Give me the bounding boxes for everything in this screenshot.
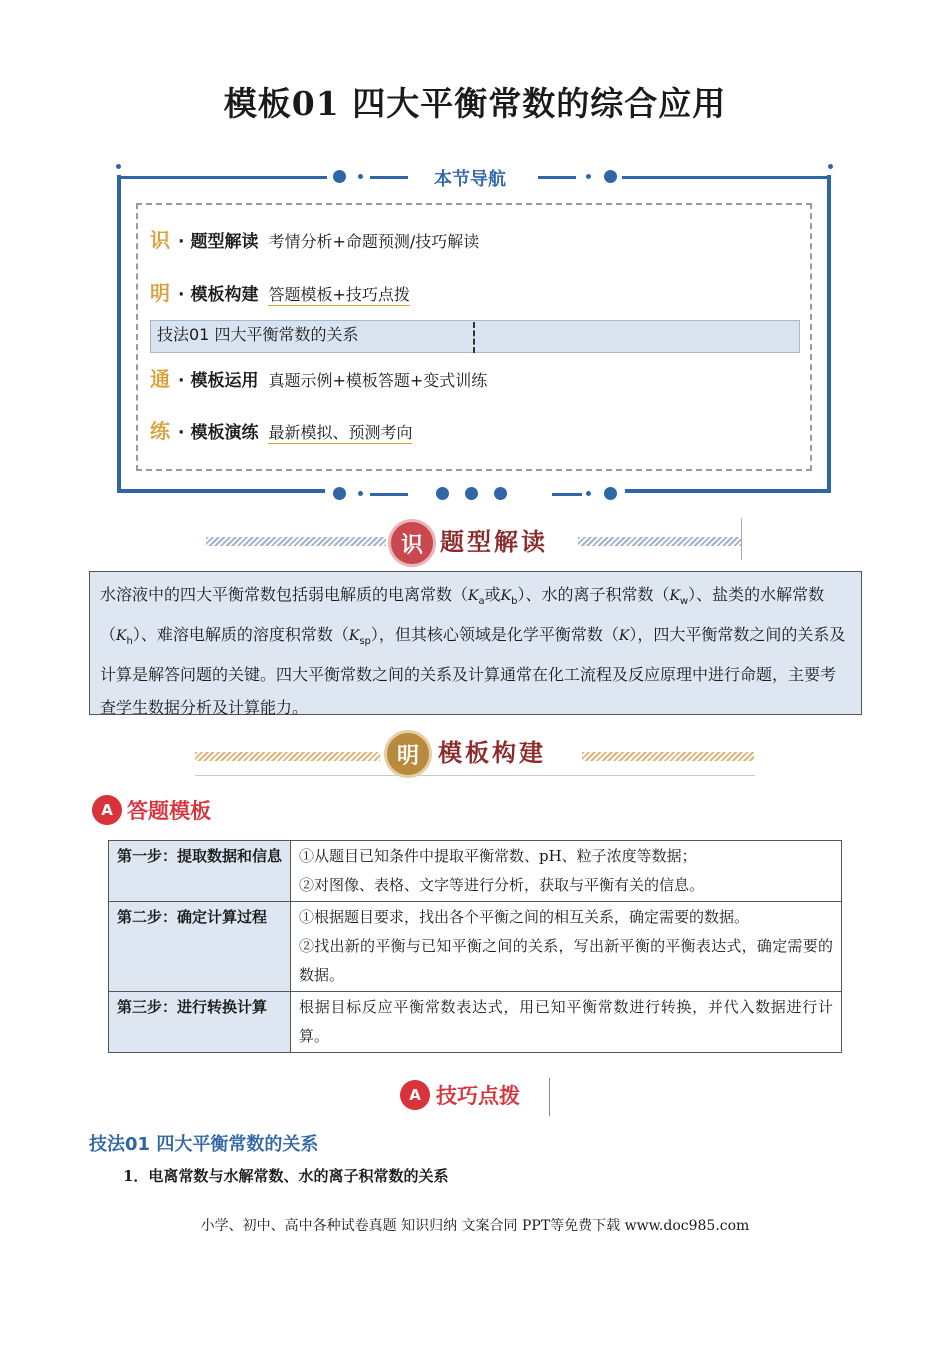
content-line: ②找出新的平衡与已知平衡之间的关系，写出新平衡的平衡表达式，确定需要的数据。 (299, 937, 833, 984)
nav-row-bullet: · (178, 371, 185, 391)
page-title: 模板01 四大平衡常数的综合应用 (223, 84, 727, 123)
intro-paragraph (89, 571, 862, 718)
nav-row-char: 练 (150, 419, 170, 443)
page-footer: 小学、初中、高中各种试卷真题 知识归纳 文案合同 PPT等免费下载 www.doc985.com (200, 1218, 750, 1234)
content-line: ①根据题目要求，找出各个平衡之间的相互关系，确定需要的数据。 (299, 908, 750, 926)
content-line: 根据目标反应平衡常数表达式，用已知平衡常数进行转换，并代入数据进行计算。 (299, 998, 833, 1045)
nav-row-head: 模板演练 (190, 423, 259, 443)
symbol-k: K (618, 628, 630, 645)
nav-row-desc: 最新模拟、预测考向 (268, 420, 412, 444)
nav-label: 本节导航 (434, 169, 506, 190)
nav-row-practice[interactable] (150, 415, 412, 444)
nav-dot (333, 487, 346, 500)
nav-bottom-line (552, 493, 582, 496)
banner-stripe (582, 752, 754, 761)
symbol-kh: K (116, 628, 127, 645)
symbol-ksp: K (348, 628, 360, 645)
symbol-kw: K (669, 588, 680, 604)
intro-text: ）、盐类的水解常数（ (100, 585, 825, 645)
step-cell: 第二步：确定计算过程 (109, 902, 291, 992)
table-row (109, 841, 842, 902)
symbol-sub: h (126, 636, 133, 648)
banner-badge: 明 (384, 730, 432, 778)
nav-corner-dot (828, 164, 833, 169)
nav-row-apply[interactable] (150, 363, 487, 392)
intro-text: ）、难溶电解质的溶度积常数（ (132, 625, 349, 645)
banner-title: 模板构建 (438, 738, 546, 767)
nav-row-char: 识 (150, 228, 170, 252)
symbol-sub: a (478, 596, 485, 608)
nav-dot (604, 487, 617, 500)
symbol-sub: sp (359, 636, 371, 648)
nav-bottom-line (370, 493, 408, 496)
nav-row-head: 模板构建 (190, 285, 259, 305)
nav-row-build[interactable] (150, 277, 410, 306)
nav-row-bullet: · (178, 423, 185, 443)
content-line: ②对图像、表格、文字等进行分析，获取与平衡有关的信息。 (299, 876, 705, 894)
banner-underline (195, 775, 755, 776)
symbol-ka: K (468, 588, 479, 604)
symbol-sub: w (679, 596, 689, 608)
table-row (109, 992, 842, 1053)
intro-text: ）、水的离子积常数（ (517, 585, 670, 604)
nav-dot (586, 491, 591, 496)
nav-dot (465, 487, 478, 500)
symbol-sub: b (511, 596, 518, 608)
nav-row-desc: 真题示例+模板答题+变式训练 (268, 371, 488, 390)
intro-text: ），但其核心领域是化学平衡常数（ (370, 625, 619, 645)
skill-heading: 技法01 四大平衡常数的关系 (89, 1134, 319, 1155)
nav-row-identify[interactable] (150, 224, 479, 253)
intro-text: ），四大平衡常数之间的关系及计算是解答问题的关键。四大平衡常数之间的关系及计算通常在化工流程及反应原理中进行命题，主要考查学生数据分析及计算能力。 (100, 625, 846, 718)
skill-bar-label: 技法01 四大平衡常数的关系 (157, 325, 359, 344)
intro-text: 水溶液中的四大平衡常数包括弱电解质的电离常数（ (100, 585, 469, 604)
banner-stripe (578, 537, 741, 546)
step-cell: 第一步：提取数据和信息 (109, 841, 291, 902)
answer-template-table (108, 840, 842, 1053)
tip-divider (549, 1078, 550, 1116)
banner-badge: 识 (388, 519, 436, 567)
template-tag-label: 答题模板 (127, 799, 211, 823)
nav-row-bullet: · (178, 232, 185, 252)
symbol-kb: K (500, 588, 512, 604)
skill-bar-divider (473, 322, 475, 353)
step-cell: 第三步：进行转换计算 (109, 992, 291, 1053)
nav-corner-dot (116, 164, 121, 169)
banner-divider (741, 518, 742, 560)
banner-stripe (206, 537, 386, 546)
nav-row-char: 通 (150, 367, 170, 391)
tip-tag-label: 技巧点拨 (436, 1084, 520, 1108)
content-cell (291, 841, 842, 902)
nav-row-char: 明 (150, 281, 170, 305)
flask-icon: A (400, 1080, 430, 1110)
nav-row-head: 模板运用 (190, 371, 259, 391)
intro-text: 或 (484, 585, 501, 604)
nav-dot (358, 491, 363, 496)
banner-stripe (195, 752, 380, 761)
nav-row-bullet: · (178, 285, 185, 305)
nav-row-head: 题型解读 (190, 232, 259, 252)
flask-icon: A (92, 795, 122, 825)
nav-dot (436, 487, 449, 500)
nav-row-desc: 考情分析+命题预测/技巧解读 (268, 232, 480, 251)
content-cell (291, 992, 842, 1053)
table-row (109, 902, 842, 992)
content-line: ①从题目已知条件中提取平衡常数、pH、粒子浓度等数据； (299, 847, 697, 865)
content-cell (291, 902, 842, 992)
subheading: 1．电离常数与水解常数、水的离子积常数的关系 (123, 1167, 449, 1185)
nav-row-desc: 答题模板+技巧点拨 (268, 282, 409, 306)
nav-dot (494, 487, 507, 500)
banner-title: 题型解读 (440, 527, 548, 556)
